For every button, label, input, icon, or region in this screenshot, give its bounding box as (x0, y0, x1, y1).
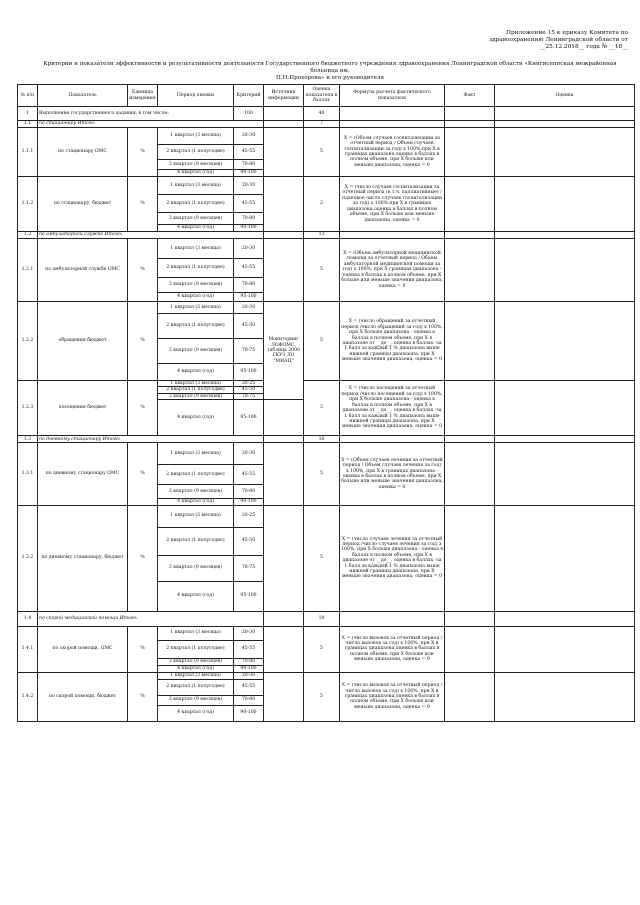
period-q2: 2 квартал (1 полугодие) (158, 387, 234, 393)
item-assessment (495, 302, 635, 381)
criterion-q3: 70-80 (234, 695, 264, 705)
item-unit: % (128, 177, 158, 232)
criterion-q2: 45-55 (234, 465, 264, 485)
criterion-q2: 45-50 (234, 314, 264, 339)
row-source (264, 121, 304, 128)
title-line-1: Критерии и показатели эффективности и результативности деятельности Государственного бюджетного учреждения здравоохранения Ленинградской области «Кингисеппская межрайонная больница им. (43, 61, 617, 74)
item-score: 5 (304, 302, 340, 381)
period-q1: 1 квартал (3 месяца) (158, 381, 234, 387)
item-assessment (495, 128, 635, 177)
item-fact (445, 626, 495, 672)
section-num: 1.2 (18, 232, 38, 239)
period-q1: 1 квартал (3 месяца) (158, 177, 234, 195)
period-q3: 3 квартал (9 месяцев) (158, 658, 234, 665)
row-criterion: 100 (234, 107, 264, 121)
period-q2: 2 квартал (1 полугодие) (158, 465, 234, 485)
period-q3: 3 квартал (9 месяцев) (158, 393, 234, 399)
section-score: 13 (304, 232, 340, 239)
item-fact (445, 505, 495, 611)
item-formula: Х = (число посещений за отчетный период /число посещений за год) х 100%, при Х больше диапазона - оценка в баллах в полном объеме, при Х в диапазоне от __до__, оценка в баллах -за 1 балл за каждый 1 % диапазона выше нижней границы диапазона, при Х меньше значения диапазона, оценка = 0 (340, 381, 445, 436)
period-q2: 2 квартал (1 полугодие) (158, 527, 234, 555)
criterion-q3: 70-80 (234, 278, 264, 293)
item-score: 2 (304, 177, 340, 232)
item-unit: % (128, 672, 158, 721)
item-formula: Х = (Объем случаев лечения за отчетный период / Объем случаев лечения за год) х 100%, при Х в границах диапазона - оценка в баллах в полном объеме, при Х больше или меньше значения диапазона, оценка = 0 (340, 443, 445, 505)
criterion-q2: 45-55 (234, 640, 264, 658)
row-label: Выполнение государственного задания, в том числе: (38, 107, 234, 121)
item-num: 1.2.2 (18, 302, 38, 381)
item-label: по дневному стационару, бюджет (38, 505, 128, 611)
item-source (264, 672, 304, 721)
criterion-q3: 70-75 (234, 339, 264, 364)
item-formula: Х = (число обращений за отчетный период /число обращений за год) х 100%, при Х больше диапазона - оценка в баллах в полном объеме, при Х в диапазоне от __до__, оценка в баллах -за 1 балл за каждый 1 % диапазона выше нижней границы диапазона, при Х меньше значения диапазона, оценка = 0 (340, 302, 445, 381)
criterion-q1: 20-30 (234, 302, 264, 314)
criterion-q2: 45-55 (234, 195, 264, 213)
item-source (264, 239, 304, 302)
row-fact (445, 107, 495, 121)
criterion-q1: 20-30 (234, 443, 264, 465)
criterion-q3: 70-80 (234, 213, 264, 225)
section-score: 10 (304, 436, 340, 443)
table-row (18, 239, 635, 259)
table-row (18, 626, 635, 640)
section-label: по амбулаторной службе Итого: (38, 232, 264, 239)
criterion-q1: 20-30 (234, 177, 264, 195)
criterion-q4: 95-100 (234, 581, 264, 611)
item-source (264, 505, 304, 611)
item-score: 5 (304, 505, 340, 611)
period-q1: 1 квартал (3 месяца) (158, 626, 234, 640)
section-row (18, 121, 635, 128)
item-num: 1.4.2 (18, 672, 38, 721)
item-num: 1.2.3 (18, 381, 38, 436)
item-fact (445, 239, 495, 302)
period-q2: 2 квартал (1 полугодие) (158, 195, 234, 213)
item-fact (445, 443, 495, 505)
item-score: 5 (304, 128, 340, 177)
col-header-criterion: Критерий (234, 85, 264, 107)
criterion-q2: 45-55 (234, 259, 264, 278)
item-formula: Х = (число вызовов за отчетный период /число вызовов за год) х 100%, при Х в границах диапазона,оценка в баллах в полном объеме, при Х больше или меньше диапазона, оценка = 0 (340, 672, 445, 721)
period-q1: 1 квартал (3 месяца) (158, 505, 234, 527)
appendix-line-3: __25.12.2018__ года № __18__ (539, 44, 628, 50)
period-q2: 2 квартал (1 полугодие) (158, 259, 234, 278)
section-num: 1.4 (18, 611, 38, 626)
section-label: по стационару Итого: (38, 121, 264, 128)
period-q3: 3 квартал (9 месяцев) (158, 278, 234, 293)
item-num: 1.2.1 (18, 239, 38, 302)
period-q4: 4 квартал (год) (158, 665, 234, 672)
item-num: 1.4.1 (18, 626, 38, 672)
item-unit: % (128, 626, 158, 672)
item-unit: % (128, 302, 158, 381)
criterion-q1: 20-25 (234, 505, 264, 527)
item-fact (445, 128, 495, 177)
criterion-q3: 70-80 (234, 658, 264, 665)
section-row (18, 611, 635, 626)
item-formula: Х = (число случаев госпитализации за отчетный период (в т.ч. паллиативные) / плановое число случаев госпитализации за год) х 100%,при Х в границах диапазона,оценка в баллах в полном объеме, при Х больше или меньше диапазона, оценка = 0 (340, 177, 445, 232)
criterion-q3: 70-75 (234, 555, 264, 581)
col-header-indicator: Показатель (38, 85, 128, 107)
section-num: 1.1 (18, 121, 38, 128)
criterion-q4: 95-100 (234, 400, 264, 436)
item-fact (445, 672, 495, 721)
col-header-num: № п/п (18, 85, 38, 107)
period-q4: 4 квартал (год) (158, 400, 234, 436)
item-source (264, 128, 304, 177)
item-label: по амбулаторной службе ОМС (38, 239, 128, 302)
item-score: 5 (304, 672, 340, 721)
col-header-unit: Единица измерения (128, 85, 158, 107)
criterion-q4: 90-100 (234, 170, 264, 177)
period-q4: 4 квартал (год) (158, 705, 234, 721)
col-header-fact: Факт (445, 85, 495, 107)
section-score: 7 (304, 121, 340, 128)
criterion-q3: 70-75 (234, 393, 264, 399)
criterion-q1: 20-30 (234, 672, 264, 679)
item-assessment (495, 443, 635, 505)
section-label: по дневному стационару Итого: (38, 436, 264, 443)
item-source (264, 177, 304, 232)
row-num: 1 (18, 107, 38, 121)
period-q4: 4 квартал (год) (158, 364, 234, 381)
item-assessment (495, 626, 635, 672)
period-q2: 2 квартал (1 полугодие) (158, 640, 234, 658)
appendix-line-1: Приложение 15 к приказу Комитета по (505, 30, 628, 36)
col-header-score: Оценка показателя в баллах (304, 85, 340, 107)
criterion-q2: 45-50 (234, 387, 264, 393)
table-row (18, 302, 635, 314)
col-header-formula: Формула расчета фактического показателя (340, 85, 445, 107)
criterion-q2: 45-50 (234, 527, 264, 555)
period-q3: 3 квартал (9 месяцев) (158, 160, 234, 170)
table-row (18, 505, 635, 527)
item-unit: % (128, 505, 158, 611)
item-label: обращения бюджет (38, 302, 128, 381)
table-row (18, 107, 635, 121)
table-row (18, 177, 635, 195)
section-num: 1.3 (18, 436, 38, 443)
appendix-line-2: здравоохранению Ленинградской области от (488, 37, 628, 43)
item-num: 1.3.1 (18, 443, 38, 505)
item-unit: % (128, 381, 158, 436)
item-assessment (495, 505, 635, 611)
period-q3: 3 квартал (9 месяцев) (158, 485, 234, 499)
period-q4: 4 квартал (год) (158, 170, 234, 177)
row-score: 40 (304, 107, 340, 121)
item-formula: Х = (Объем амбулаторной медицинской помощи за отчетный период / Объем амбулаторной медицинской помощи за год) х 100%, при Х границах диапазона - оценка в баллах в полном объеме, при Х больше или меньше значения диапазона, оценка = 0 (340, 239, 445, 302)
item-fact (445, 381, 495, 436)
table-row (18, 128, 635, 145)
period-q4: 4 квартал (год) (158, 581, 234, 611)
item-assessment (495, 177, 635, 232)
section-label: по скорой медицинской помощи Итого: (38, 611, 264, 626)
criterion-q4: 90-100 (234, 225, 264, 232)
criterion-q4: 90-100 (234, 705, 264, 721)
criteria-table (17, 84, 635, 722)
criterion-q2: 45-55 (234, 679, 264, 695)
criterion-q4: 95-100 (234, 364, 264, 381)
item-num: 1.1.2 (18, 177, 38, 232)
item-source (264, 443, 304, 505)
period-q1: 1 квартал (3 месяца) (158, 239, 234, 259)
item-score: 3 (304, 381, 340, 436)
document-header (0, 0, 640, 60)
period-q1: 1 квартал (3 месяца) (158, 672, 234, 679)
criterion-q1: 20-30 (234, 239, 264, 259)
item-score: 5 (304, 443, 340, 505)
item-label: по стационару, бюджет (38, 177, 128, 232)
table-row (18, 443, 635, 465)
section-score: 10 (304, 611, 340, 626)
section-row (18, 436, 635, 443)
row-formula (340, 107, 445, 121)
source-monitoring: Мониторинг ЛОФОМС, таблица 2000 ГКУЗ ЛО "МИАЦ" (264, 302, 304, 400)
item-label: по стационару ОМС (38, 128, 128, 177)
item-assessment (495, 672, 635, 721)
item-assessment (495, 239, 635, 302)
period-q3: 3 квартал (9 месяцев) (158, 213, 234, 225)
section-row (18, 232, 635, 239)
item-num: 1.3.2 (18, 505, 38, 611)
period-q1: 1 квартал (3 месяца) (158, 128, 234, 145)
criterion-q1: 20-30 (234, 128, 264, 145)
period-q1: 1 квартал (3 месяца) (158, 443, 234, 465)
table-row (18, 672, 635, 679)
period-q4: 4 квартал (год) (158, 293, 234, 302)
item-label: по дневному стационару ОМС (38, 443, 128, 505)
item-label: посещения бюджет (38, 381, 128, 436)
col-header-assessment: Оценка (495, 85, 635, 107)
item-fact (445, 302, 495, 381)
item-unit: % (128, 239, 158, 302)
criterion-q4: 90-100 (234, 665, 264, 672)
item-formula: Х = (число случаев лечения за отчетный период /число случаев лечения за год) х 100%, при Х больше диапазона - оценка в баллах в полном объеме, при Х в диапазоне от __до__, оценка в баллах -за 1 балл за каждый 1 % диапазона выше нижней границы диапазона, при Х меньше значения диапазона, оценка = 0 (340, 505, 445, 611)
criterion-q1: 20-25 (234, 381, 264, 387)
item-label: по скорой помощи, ОМС (38, 626, 128, 672)
item-assessment (495, 381, 635, 436)
col-header-period: Период оценки (158, 85, 234, 107)
criterion-q3: 70-80 (234, 485, 264, 499)
item-formula: Х = (число вызовов за отчетный период /число вызовов за год) х 100%, при Х в границах диапазона,оценка в баллах в полном объеме, при Х больше или меньше диапазона, оценка = 0 (340, 626, 445, 672)
item-label: по скорой помощи, бюджет (38, 672, 128, 721)
item-score: 5 (304, 626, 340, 672)
item-fact (445, 177, 495, 232)
col-header-source: Источник информации (264, 85, 304, 107)
period-q4: 4 квартал (год) (158, 225, 234, 232)
table-header-row (18, 85, 635, 107)
item-score: 5 (304, 239, 340, 302)
item-num: 1.1.1 (18, 128, 38, 177)
item-unit: % (128, 128, 158, 177)
table-row (18, 381, 635, 387)
row-source (264, 107, 304, 121)
row-assessment (495, 107, 635, 121)
item-source (264, 626, 304, 672)
item-formula: Х = (Объем случаев госпитализации за отчетный период / Объем случаев госпитализации за год) х 100%,при Х в границах диапазона,оценка в баллах в полном объеме, при Х больше или меньше диапазона, оценка = 0 (340, 128, 445, 177)
period-q2: 2 квартал (1 полугодие) (158, 314, 234, 339)
criterion-q4: 95-100 (234, 293, 264, 302)
criterion-q3: 70-80 (234, 160, 264, 170)
period-q2: 2 квартал (1 полугодие) (158, 679, 234, 695)
period-q2: 2 квартал (1 полугодие) (158, 145, 234, 160)
criterion-q2: 45-55 (234, 145, 264, 160)
item-unit: % (128, 443, 158, 505)
criterion-q1: 20-30 (234, 626, 264, 640)
document-title (38, 61, 622, 82)
title-line-2: П.Н.Прохорова» и его руководителя (275, 75, 385, 81)
period-q1: 1 квартал (3 месяца) (158, 302, 234, 314)
criterion-q4: 90-100 (234, 499, 264, 505)
period-q4: 4 квартал (год) (158, 499, 234, 505)
period-q3: 3 квартал (9 месяцев) (158, 695, 234, 705)
period-q3: 3 квартал (9 месяцев) (158, 555, 234, 581)
period-q3: 3 квартал (9 месяцев) (158, 339, 234, 364)
